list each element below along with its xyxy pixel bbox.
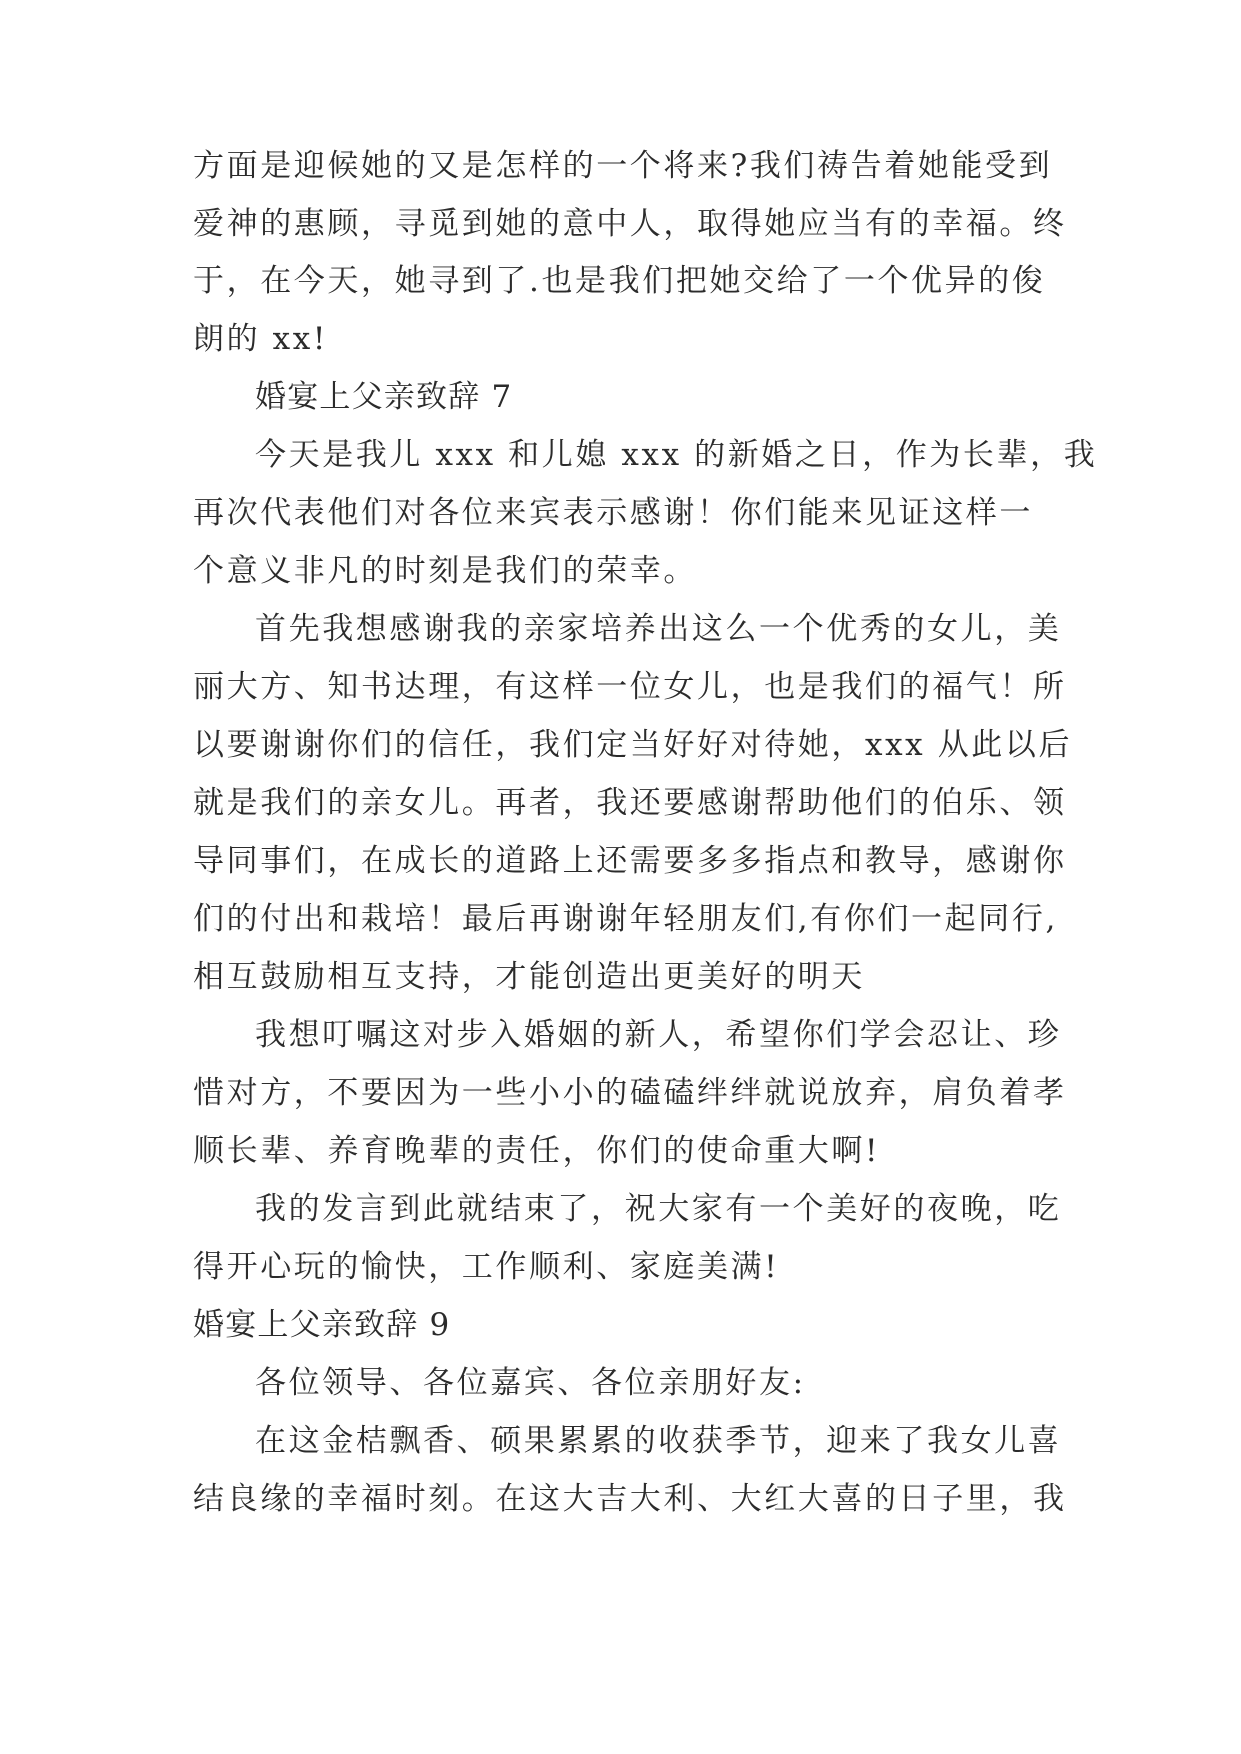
paragraph-first-line: 今天是我儿 xxx 和儿媳 xxx 的新婚之日，作为长辈，我 [255, 437, 1098, 473]
body-text-line: 方面是迎候她的又是怎样的一个将来?我们祷告着她能受到 [193, 148, 1053, 184]
paragraph-first-line: 首先我想感谢我的亲家培养出这么一个优秀的女儿，美 [255, 611, 1062, 647]
body-text-line: 于，在今天，她寻到了.也是我们把她交给了一个优异的俊 [193, 263, 1046, 299]
paragraph-first-line: 在这金桔飘香、硕果累累的收获季节，迎来了我女儿喜 [255, 1423, 1062, 1459]
body-text-line: 以要谢谢你们的信任，我们定当好好对待她，xxx 从此以后 [193, 727, 1073, 763]
body-text-line: 顺长辈、养育晚辈的责任，你们的使命重大啊! [193, 1133, 881, 1169]
paragraph-first-line: 我的发言到此就结束了，祝大家有一个美好的夜晚，吃 [255, 1191, 1062, 1227]
body-text-line: 惜对方，不要因为一些小小的磕磕绊绊就说放弃，肩负着孝 [193, 1075, 1067, 1111]
body-text-line: 就是我们的亲女儿。再者，我还要感谢帮助他们的伯乐、领 [193, 785, 1067, 821]
body-text-line: 们的付出和栽培！最后再谢谢年轻朋友们,有你们一起同行, [193, 901, 1058, 937]
paragraph-first-line: 各位领导、各位嘉宾、各位亲朋好友: [255, 1365, 806, 1401]
body-text-line: 朗的 xx! [193, 321, 328, 357]
body-text-line: 爱神的惠顾，寻觅到她的意中人，取得她应当有的幸福。终 [193, 206, 1067, 242]
section-heading: 婚宴上父亲致辞 7 [255, 379, 513, 415]
body-text-line: 再次代表他们对各位来宾表示感谢！你们能来见证这样一 [193, 495, 1033, 531]
body-text-line: 结良缘的幸福时刻。在这大吉大利、大红大喜的日子里，我 [193, 1481, 1067, 1517]
body-text-line: 个意义非凡的时刻是我们的荣幸。 [193, 553, 697, 589]
paragraph-first-line: 我想叮嘱这对步入婚姻的新人，希望你们学会忍让、珍 [255, 1017, 1062, 1053]
body-text-line: 得开心玩的愉快，工作顺利、家庭美满! [193, 1249, 780, 1285]
body-text-line: 丽大方、知书达理，有这样一位女儿，也是我们的福气！所 [193, 669, 1067, 705]
body-text-line: 导同事们，在成长的道路上还需要多多指点和教导，感谢你 [193, 843, 1067, 879]
body-text-line: 相互鼓励相互支持，才能创造出更美好的明天 [193, 959, 865, 995]
section-heading: 婚宴上父亲致辞 9 [193, 1307, 451, 1343]
